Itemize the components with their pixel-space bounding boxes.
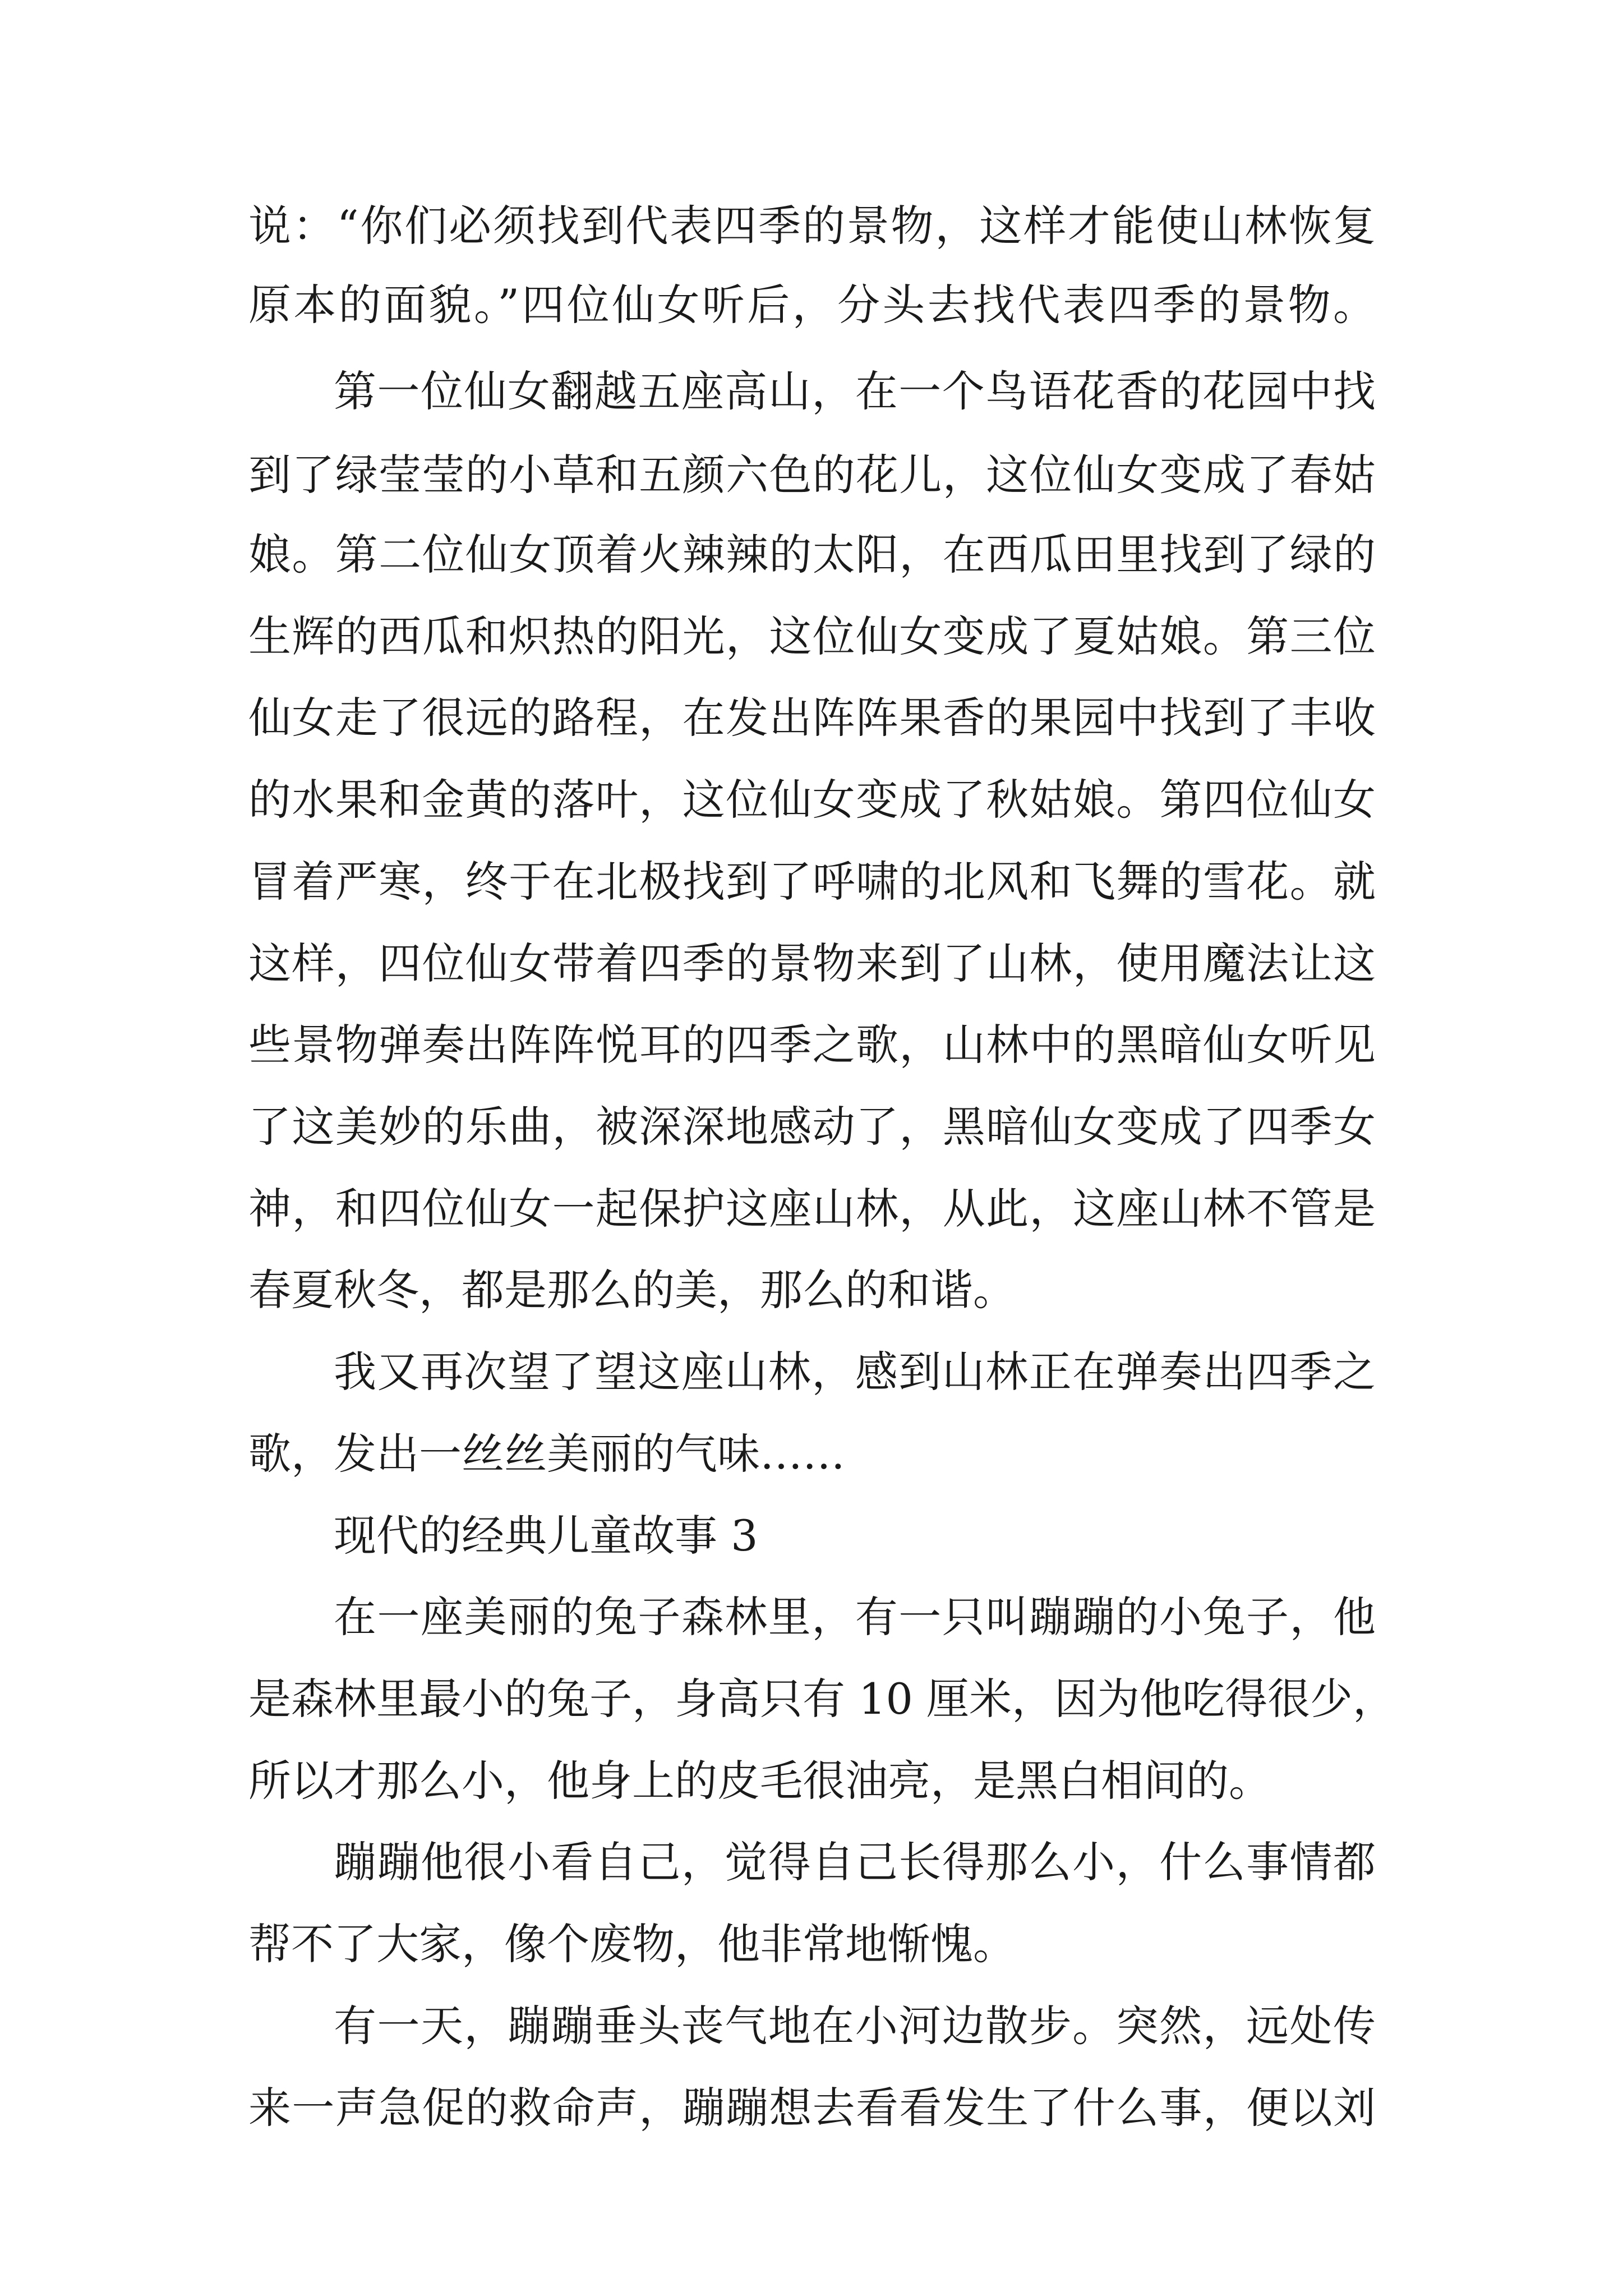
paragraph-first-line: 第一位仙女翻越五座高山，在一个鸟语花香的花园中找	[334, 366, 1376, 416]
text-line: 来一声急促的救命声，蹦蹦想去看看发生了什么事，便以刘	[248, 2083, 1376, 2133]
text-line: 春夏秋冬，都是那么的美，那么的和谐。	[248, 1265, 1016, 1315]
paragraph-first-line: 在一座美丽的兔子森林里，有一只叫蹦蹦的小兔子，他	[334, 1592, 1376, 1642]
text-line: 的水果和金黄的落叶，这位仙女变成了秋姑娘。第四位仙女	[248, 775, 1376, 825]
text-line: 了这美妙的乐曲，被深深地感动了，黑暗仙女变成了四季女	[248, 1102, 1376, 1152]
text-line: 仙女走了很远的路程，在发出阵阵果香的果园中找到了丰收	[248, 693, 1376, 743]
text-line: 原本的面貌。”四位仙女听后，分头去找代表四季的景物。	[248, 280, 1376, 330]
text-line: 些景物弹奏出阵阵悦耳的四季之歌，山林中的黑暗仙女听见	[248, 1020, 1376, 1070]
paragraph-first-line: 蹦蹦他很小看自己，觉得自己长得那么小，什么事情都	[334, 1837, 1376, 1887]
text-line: 神，和四位仙女一起保护这座山林，从此，这座山林不管是	[248, 1184, 1376, 1234]
section-heading: 现代的经典儿童故事 3	[334, 1511, 758, 1561]
text-line: 所以才那么小，他身上的皮毛很油亮，是黑白相间的。	[248, 1756, 1271, 1806]
text-line: 娘。第二位仙女顶着火辣辣的太阳，在西瓜田里找到了绿的	[248, 530, 1376, 579]
text-line: 歌，发出一丝丝美丽的气味……	[248, 1429, 845, 1479]
text-line: 说：“你们必须找到代表四季的景物，这样才能使山林恢复	[248, 201, 1376, 251]
text-line: 生辉的西瓜和炽热的阳光，这位仙女变成了夏姑娘。第三位	[248, 611, 1376, 661]
paragraph-first-line: 有一天，蹦蹦垂头丧气地在小河边散步。突然，远处传	[334, 2001, 1376, 2051]
text-line: 冒着严寒，终于在北极找到了呼啸的北风和飞舞的雪花。就	[248, 857, 1376, 907]
paragraph-first-line: 我又再次望了望这座山林，感到山林正在弹奏出四季之	[334, 1347, 1376, 1397]
text-line: 到了绿莹莹的小草和五颜六色的花儿，这位仙女变成了春姑	[248, 450, 1376, 500]
text-line: 这样，四位仙女带着四季的景物来到了山林，使用魔法让这	[248, 938, 1376, 988]
text-line: 是森林里最小的兔子，身高只有 10 厘米，因为他吃得很少，	[248, 1674, 1396, 1724]
text-line: 帮不了大家，像个废物，他非常地惭愧。	[248, 1919, 1016, 1969]
